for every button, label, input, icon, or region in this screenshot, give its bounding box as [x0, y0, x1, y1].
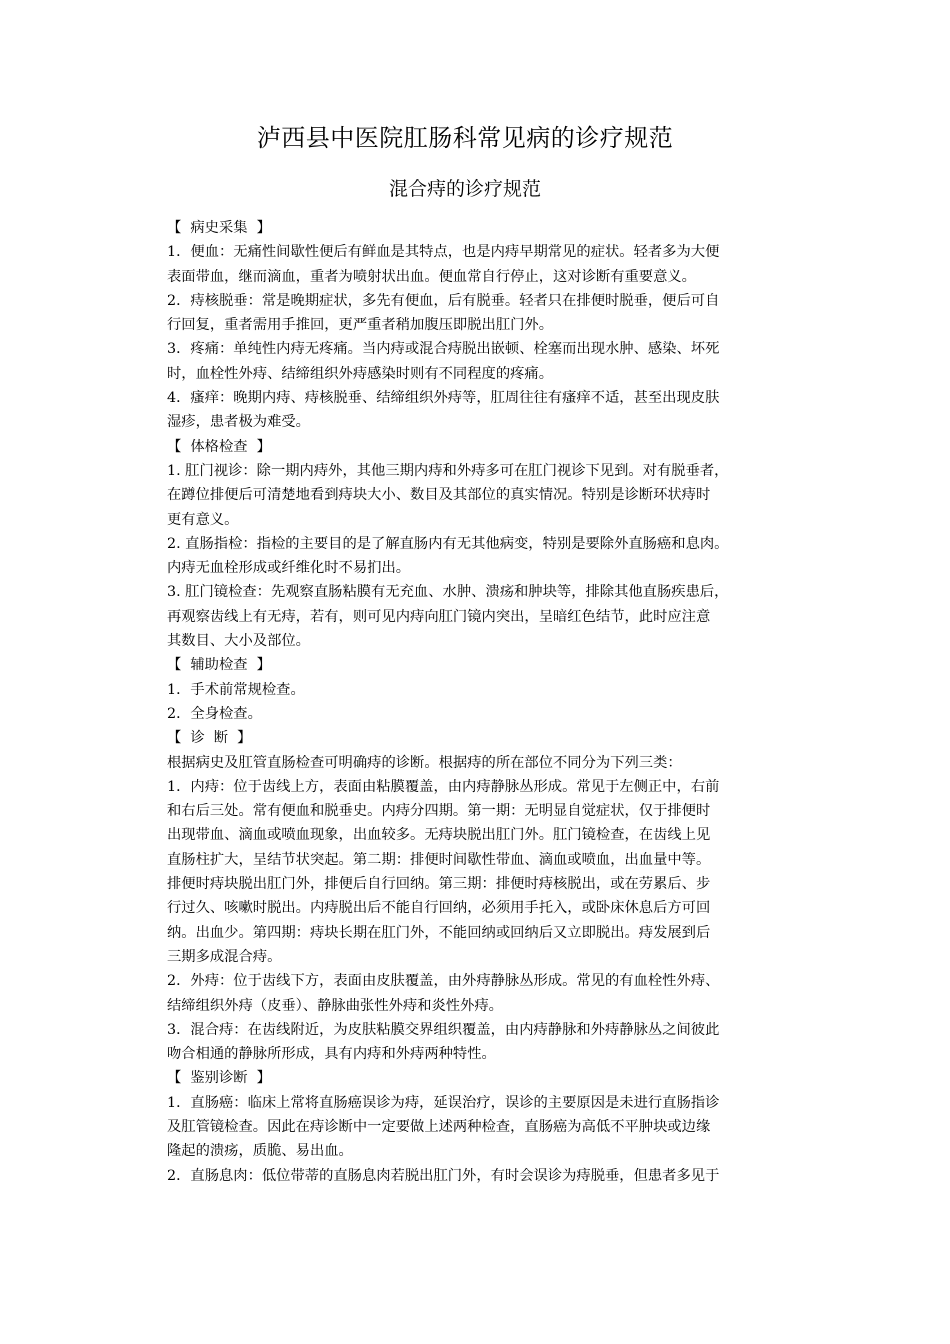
body-text-line: 吻合相通的静脉所形成，具有内痔和外痔两种特性。: [167, 1046, 496, 1063]
body-text-line: 内痔无血栓形成或纤维化时不易扪出。: [167, 560, 411, 577]
body-text-line: 3．疼痛：单纯性内痔无疼痛。当内痔或混合痔脱出嵌顿、栓塞而出现水肿、感染、坏死: [167, 341, 720, 358]
body-text-line: 时，血栓性外痔、结缔组织外痔感染时则有不同程度的疼痛。: [167, 365, 554, 382]
body-text-line: 2．直肠息肉：低位带蒂的直肠息肉若脱出肛门外，有时会误诊为痔脱垂，但患者多见于: [167, 1167, 720, 1184]
body-text-line: 直肠柱扩大，呈结节状突起。第二期：排便时间歇性带血、滴血或喷血，出血量中等。: [167, 851, 711, 868]
body-text-line: 3．混合痔：在齿线附近，为皮肤粘膜交界组织覆盖，由内痔静脉和外痔静脉丛之间彼此: [167, 1021, 720, 1038]
document-body: [167, 216, 812, 1188]
document-title: 泸西县中医院肛肠科常见病的诊疗规范: [256, 124, 674, 152]
body-text-line: 2．全身检查。: [167, 705, 262, 722]
body-text-line: 和右后三处。常有便血和脱垂史。内痔分四期。第一期：无明显自觉症状，仅于排便时: [167, 803, 711, 820]
body-text-line: 三期多成混合痔。: [167, 948, 282, 965]
body-text-line: 2．痔核脱垂：常是晚期症状，多先有便血，后有脱垂。轻者只在排便时脱垂，便后可自: [167, 292, 720, 309]
body-text-line: 4．瘙痒：晚期内痔、痔核脱垂、结缔组织外痔等，肛周往往有瘙痒不适，甚至出现皮肤: [167, 390, 720, 407]
body-text-line: 及肛管镜检查。因此在痔诊断中一定要做上述两种检查，直肠癌为高低不平肿块或边缘: [167, 1118, 711, 1135]
body-text-line: 1. 肛门视诊：除一期内痔外，其他三期内痔和外痔多可在肛门视诊下见到。对有脱垂者，: [167, 462, 729, 479]
body-text-line: 出现带血、滴血或喷血现象，出血较多。无痔块脱出肛门外。肛门镜检查，在齿线上见: [167, 827, 711, 844]
body-text-line: 更有意义。: [167, 511, 239, 528]
body-text-line: 表面带血，继而滴血，重者为喷射状出血。便血常自行停止，这对诊断有重要意义。: [167, 268, 696, 285]
document-subtitle: 混合痔的诊疗规范: [388, 178, 541, 200]
body-text-line: 纳。出血少。第四期：痔块长期在肛门外，不能回纳或回纳后又立即脱出。痔发展到后: [167, 924, 711, 941]
section-heading: 【 病史采集 】: [167, 220, 271, 236]
body-text-line: 根据病史及肛管直肠检查可明确痔的诊断。根据痔的所在部位不同分为下列三类：: [167, 754, 682, 771]
section-heading: 【 体格检查 】: [167, 438, 271, 455]
body-text-line: 1．便血：无痛性间歇性便后有鲜血是其特点，也是内痔早期常见的症状。轻者多为大便: [167, 244, 720, 261]
section-heading: 【 辅助检查 】: [167, 657, 271, 674]
section-heading: 【 诊 断 】: [167, 730, 252, 747]
body-text-line: 在蹲位排便后可清楚地看到痔块大小、数目及其部位的真实情况。特别是诊断环状痔时: [167, 487, 711, 504]
body-text-line: 行过久、咳嗽时脱出。内痔脱出后不能自行回纳，必须用手托入，或卧床休息后方可回: [167, 900, 711, 917]
section-heading: 【 鉴别诊断 】: [167, 1070, 271, 1087]
body-text-line: 排便时痔块脱出肛门外，排便后自行回纳。第三期：排便时痔核脱出，或在劳累后、步: [167, 876, 711, 893]
body-text-line: 湿疹，患者极为难受。: [167, 414, 310, 431]
body-text-line: 1．内痔：位于齿线上方，表面由粘膜覆盖，由内痔静脉丛形成。常见于左侧正中，右前: [167, 778, 720, 795]
body-text-line: 行回复，重者需用手推回，更严重者稍加腹压即脱出肛门外。: [167, 317, 554, 334]
body-text-line: 2．外痔：位于齿线下方，表面由皮肤覆盖，由外痔静脉丛形成。常见的有血栓性外痔、: [167, 973, 720, 990]
body-text-line: 3. 肛门镜检查：先观察直肠粘膜有无充血、水肿、溃疡和肿块等，排除其他直肠疾患后，: [167, 584, 729, 601]
body-text-line: 隆起的溃疡，质脆、易出血。: [167, 1143, 353, 1160]
body-text-line: 1．手术前常规检查。: [167, 681, 305, 698]
body-text-line: 2. 直肠指检：指检的主要目的是了解直肠内有无其他病变，特别是要除外直肠癌和息肉。: [167, 535, 729, 552]
body-text-line: 1．直肠癌：临床上常将直肠癌误诊为痔，延误治疗，误诊的主要原因是未进行直肠指诊: [167, 1094, 720, 1111]
body-text-line: 结缔组织外痔（皮垂）、静脉曲张性外痔和炎性外痔。: [167, 997, 503, 1014]
body-text-line: 再观察齿线上有无痔，若有，则可见内痔向肛门镜内突出，呈暗红色结节，此时应注意: [167, 608, 711, 625]
body-text-line: 其数目、大小及部位。: [167, 633, 310, 650]
